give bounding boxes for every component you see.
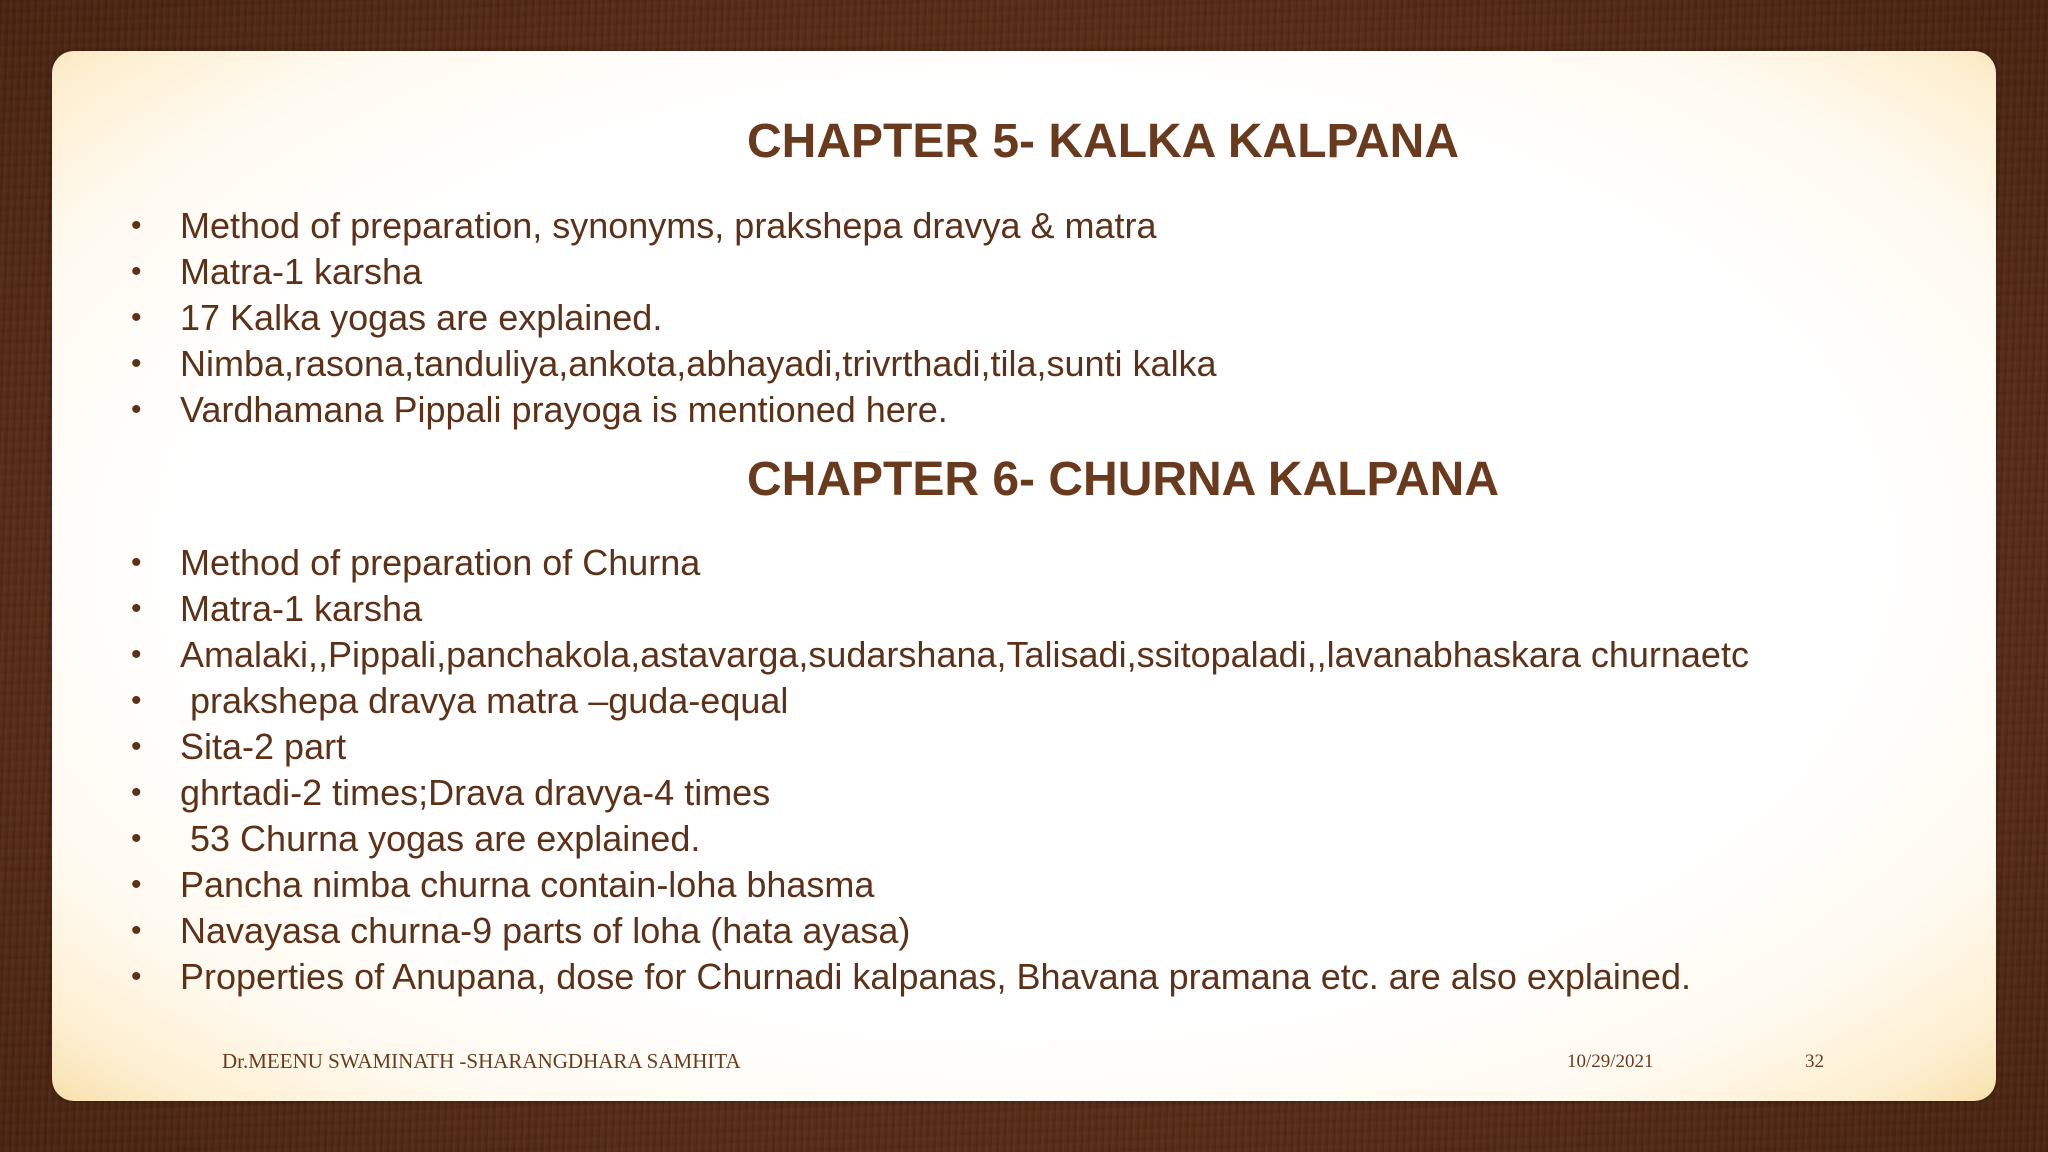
bullet-dot-icon: •	[131, 546, 142, 579]
bullet-dot-icon: •	[131, 393, 142, 426]
bullet-dot-icon: •	[131, 776, 142, 809]
bullet-item	[131, 954, 1749, 1000]
bullet-text: 53 Churna yogas are explained.	[180, 818, 701, 859]
bullet-text: Navayasa churna-9 parts of loha (hata ayasa)	[180, 910, 911, 951]
chapter-6-heading: CHAPTER 6- CHURNA KALPANA	[747, 453, 1499, 506]
bullet-item	[131, 678, 1749, 724]
bullet-text: 17 Kalka yogas are explained.	[180, 297, 663, 338]
bullet-dot-icon: •	[131, 914, 142, 947]
bullet-text: Matra-1 karsha	[180, 251, 423, 292]
bullet-item	[131, 540, 1749, 586]
bullet-text: Vardhamana Pippali prayoga is mentioned here.	[180, 389, 948, 430]
footer-author: Dr.MEENU SWAMINATH -SHARANGDHARA SAMHITA	[222, 1049, 741, 1073]
chapter-5-bullet-list	[131, 203, 1217, 433]
bullet-text: prakshepa dravya matra –guda-equal	[180, 680, 789, 721]
bullet-dot-icon: •	[131, 822, 142, 855]
bullet-dot-icon: •	[131, 301, 142, 334]
bullet-item	[131, 249, 1217, 295]
bullet-text: Amalaki,,Pippali,panchakola,astavarga,sudarshana,Talisadi,ssitopaladi,,lavanabhaskara churnaetc	[180, 634, 1749, 675]
bullet-dot-icon: •	[131, 868, 142, 901]
bullet-text: Method of preparation of Churna	[180, 542, 701, 583]
bullet-item	[131, 586, 1749, 632]
slide-page-number: 32	[1805, 1051, 1824, 1072]
bullet-item	[131, 341, 1217, 387]
bullet-dot-icon: •	[131, 209, 142, 242]
bullet-text: Nimba,rasona,tanduliya,ankota,abhayadi,trivrthadi,tila,sunti kalka	[180, 343, 1217, 384]
bullet-item	[131, 816, 1749, 862]
bullet-dot-icon: •	[131, 960, 142, 993]
bullet-dot-icon: •	[131, 730, 142, 763]
bullet-item	[131, 862, 1749, 908]
bullet-text: Matra-1 karsha	[180, 588, 423, 629]
chapter-6-bullet-list	[131, 540, 1749, 1000]
bullet-text: Properties of Anupana, dose for Churnadi kalpanas, Bhavana pramana etc. are also explained.	[180, 956, 1691, 997]
bullet-item	[131, 724, 1749, 770]
chapter-5-heading: CHAPTER 5- KALKA KALPANA	[747, 115, 1459, 168]
slide	[52, 51, 1996, 1101]
bullet-text: Method of preparation, synonyms, prakshepa dravya & matra	[180, 205, 1157, 246]
footer-date: 10/29/2021	[1567, 1051, 1654, 1072]
bullet-text: ghrtadi-2 times;Drava dravya-4 times	[180, 772, 771, 813]
bullet-item	[131, 908, 1749, 954]
bullet-item	[131, 387, 1217, 433]
bullet-dot-icon: •	[131, 592, 142, 625]
bullet-dot-icon: •	[131, 255, 142, 288]
bullet-text: Sita-2 part	[180, 726, 347, 767]
bullet-item	[131, 632, 1749, 678]
bullet-dot-icon: •	[131, 347, 142, 380]
bullet-dot-icon: •	[131, 638, 142, 671]
bullet-dot-icon: •	[131, 684, 142, 717]
bullet-item	[131, 295, 1217, 341]
bullet-item	[131, 203, 1217, 249]
bullet-text: Pancha nimba churna contain-loha bhasma	[180, 864, 875, 905]
bullet-item	[131, 770, 1749, 816]
